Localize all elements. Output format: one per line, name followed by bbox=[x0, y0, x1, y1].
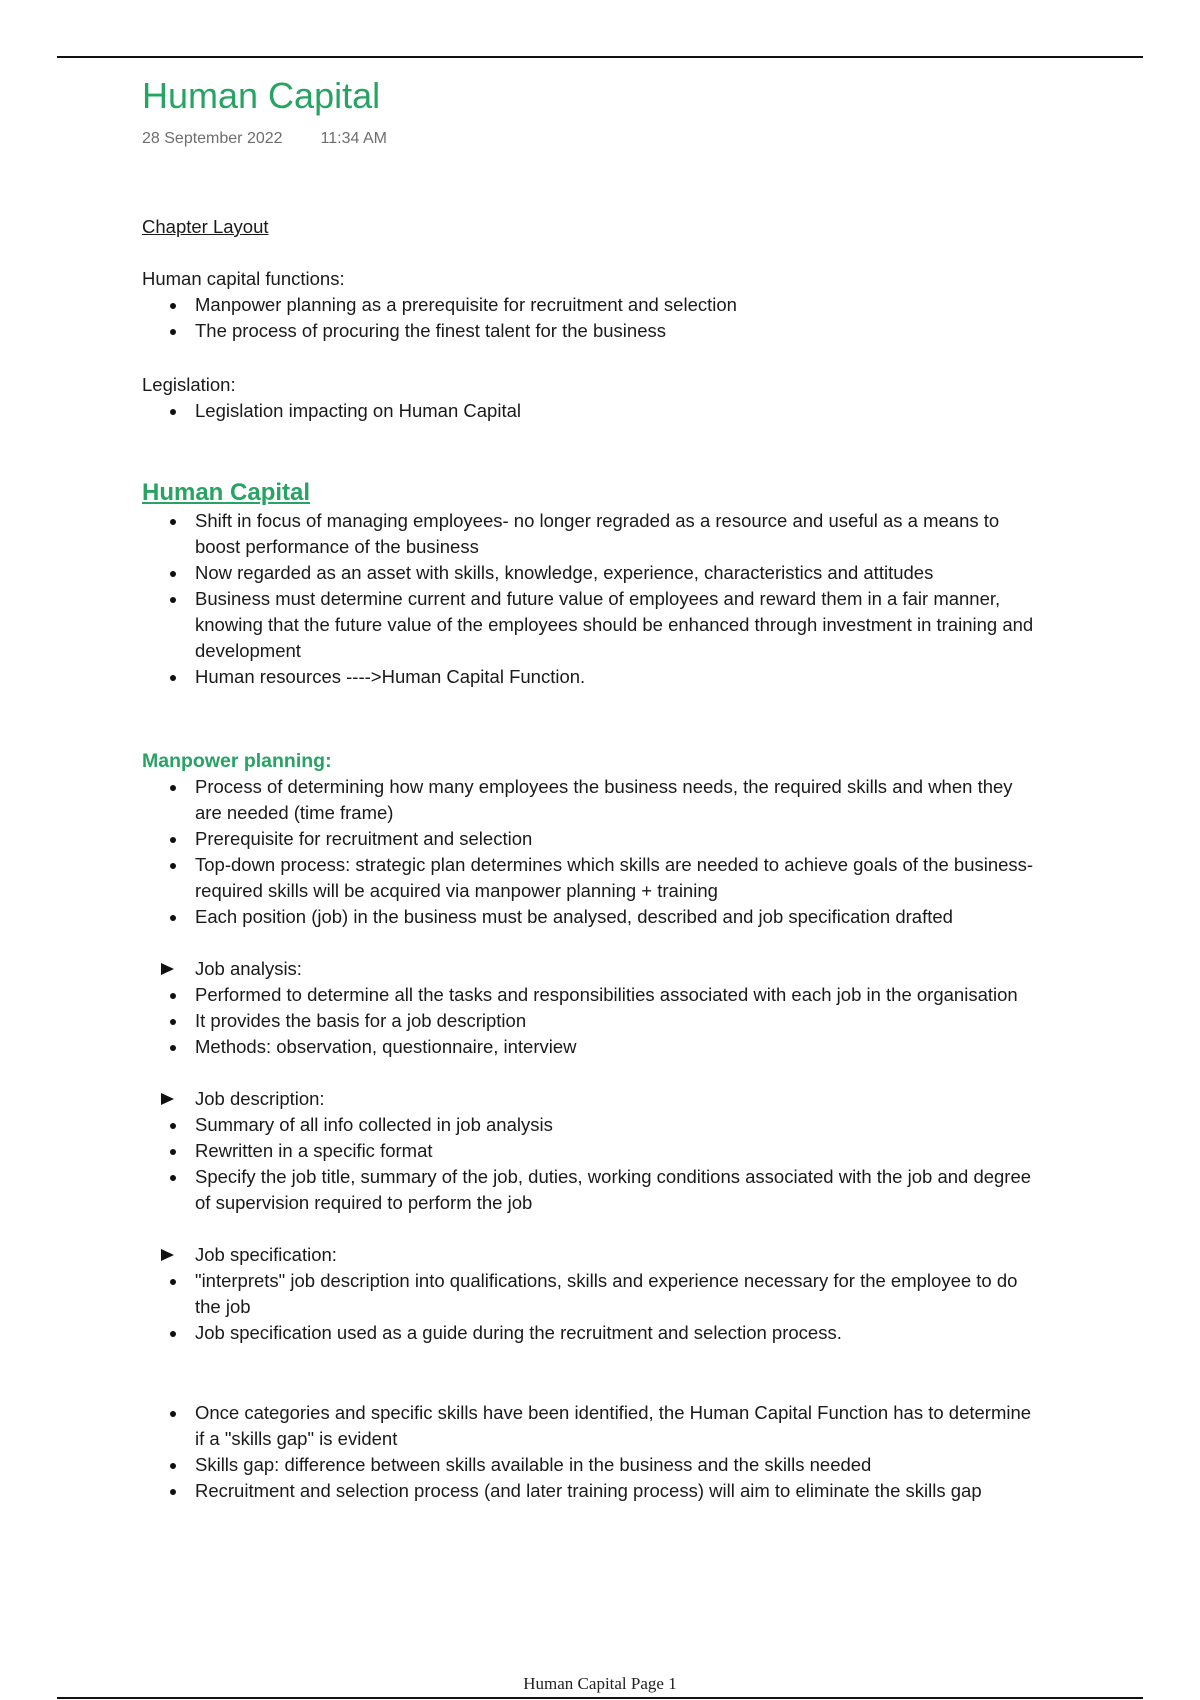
manpower-list bbox=[142, 774, 1042, 930]
job-specification-label: Job specification: bbox=[142, 1242, 1042, 1268]
list-item: Each position (job) in the business must be analysed, described and job specification drafted bbox=[195, 904, 1042, 930]
list-item: Performed to determine all the tasks and responsibilities associated with each job in the organisation bbox=[195, 982, 1042, 1008]
bottom-rule bbox=[57, 1697, 1143, 1699]
list-item: Rewritten in a specific format bbox=[195, 1138, 1042, 1164]
list-item: Job specification used as a guide during the recruitment and selection process. bbox=[195, 1320, 1042, 1346]
functions-list bbox=[142, 292, 737, 344]
human-capital-heading: Human Capital bbox=[142, 479, 311, 506]
job-analysis-list bbox=[142, 982, 1042, 1060]
list-item: Specify the job title, summary of the job, duties, working conditions associated with the job and degree of supervision required to perform the job bbox=[195, 1164, 1042, 1216]
list-item: Recruitment and selection process (and later training process) will aim to eliminate the skills gap bbox=[195, 1478, 1042, 1504]
skills-gap-list bbox=[142, 1400, 1042, 1504]
list-item: Business must determine current and future value of employees and reward them in a fair manner, knowing that the future value of the employees should be enhanced through investment in training and development bbox=[195, 586, 1042, 664]
job-description-label: Job description: bbox=[142, 1086, 1042, 1112]
legislation-list bbox=[142, 398, 737, 424]
list-item: "interprets" job description into qualifications, skills and experience necessary for the employee to do the job bbox=[195, 1268, 1042, 1320]
list-item: Shift in focus of managing employees- no longer regraded as a resource and useful as a means to boost performance of the business bbox=[195, 508, 1042, 560]
top-rule bbox=[57, 56, 1143, 58]
list-item: Top-down process: strategic plan determines which skills are needed to achieve goals of the business- required skills will be acquired via manpower planning + training bbox=[195, 852, 1042, 904]
manpower-heading: Manpower planning: bbox=[142, 750, 332, 772]
page-meta bbox=[142, 128, 1042, 150]
list-item: Manpower planning as a prerequisite for recruitment and selection bbox=[195, 292, 737, 318]
list-item: Legislation impacting on Human Capital bbox=[195, 398, 737, 424]
human-capital-section bbox=[142, 478, 1042, 690]
arrow-bullet-icon bbox=[161, 1093, 174, 1105]
chapter-layout-section bbox=[142, 214, 737, 424]
list-item: Once categories and specific skills have been identified, the Human Capital Function has to determine if a "skills gap" is evident bbox=[195, 1400, 1042, 1452]
page-content bbox=[142, 72, 1042, 1501]
list-item: Human resources ---->Human Capital Function. bbox=[195, 664, 1042, 690]
manpower-section bbox=[142, 748, 1042, 1504]
job-analysis-label: Job analysis: bbox=[142, 956, 1042, 982]
page-time: 11:34 AM bbox=[320, 130, 387, 147]
list-item: Methods: observation, questionnaire, interview bbox=[195, 1034, 1042, 1060]
chapter-layout-heading: Chapter Layout bbox=[142, 216, 269, 237]
list-item: Summary of all info collected in job analysis bbox=[195, 1112, 1042, 1138]
list-item: It provides the basis for a job description bbox=[195, 1008, 1042, 1034]
legislation-label: Legislation: bbox=[142, 374, 236, 395]
page-title: Human Capital bbox=[142, 75, 381, 116]
job-specification-list bbox=[142, 1268, 1042, 1346]
arrow-bullet-icon bbox=[161, 963, 174, 975]
arrow-bullet-icon bbox=[161, 1249, 174, 1261]
list-item: Now regarded as an asset with skills, knowledge, experience, characteristics and attitudes bbox=[195, 560, 1042, 586]
job-description-list bbox=[142, 1112, 1042, 1216]
human-capital-list bbox=[142, 508, 1042, 690]
functions-label: Human capital functions: bbox=[142, 268, 345, 289]
list-item: Skills gap: difference between skills available in the business and the skills needed bbox=[195, 1452, 1042, 1478]
list-item: Process of determining how many employees the business needs, the required skills and when they are needed (time frame) bbox=[195, 774, 1042, 826]
page-footer: Human Capital Page 1 bbox=[523, 1674, 677, 1693]
list-item: Prerequisite for recruitment and selection bbox=[195, 826, 1042, 852]
page-date: 28 September 2022 bbox=[142, 130, 283, 147]
list-item: The process of procuring the finest talent for the business bbox=[195, 318, 737, 344]
